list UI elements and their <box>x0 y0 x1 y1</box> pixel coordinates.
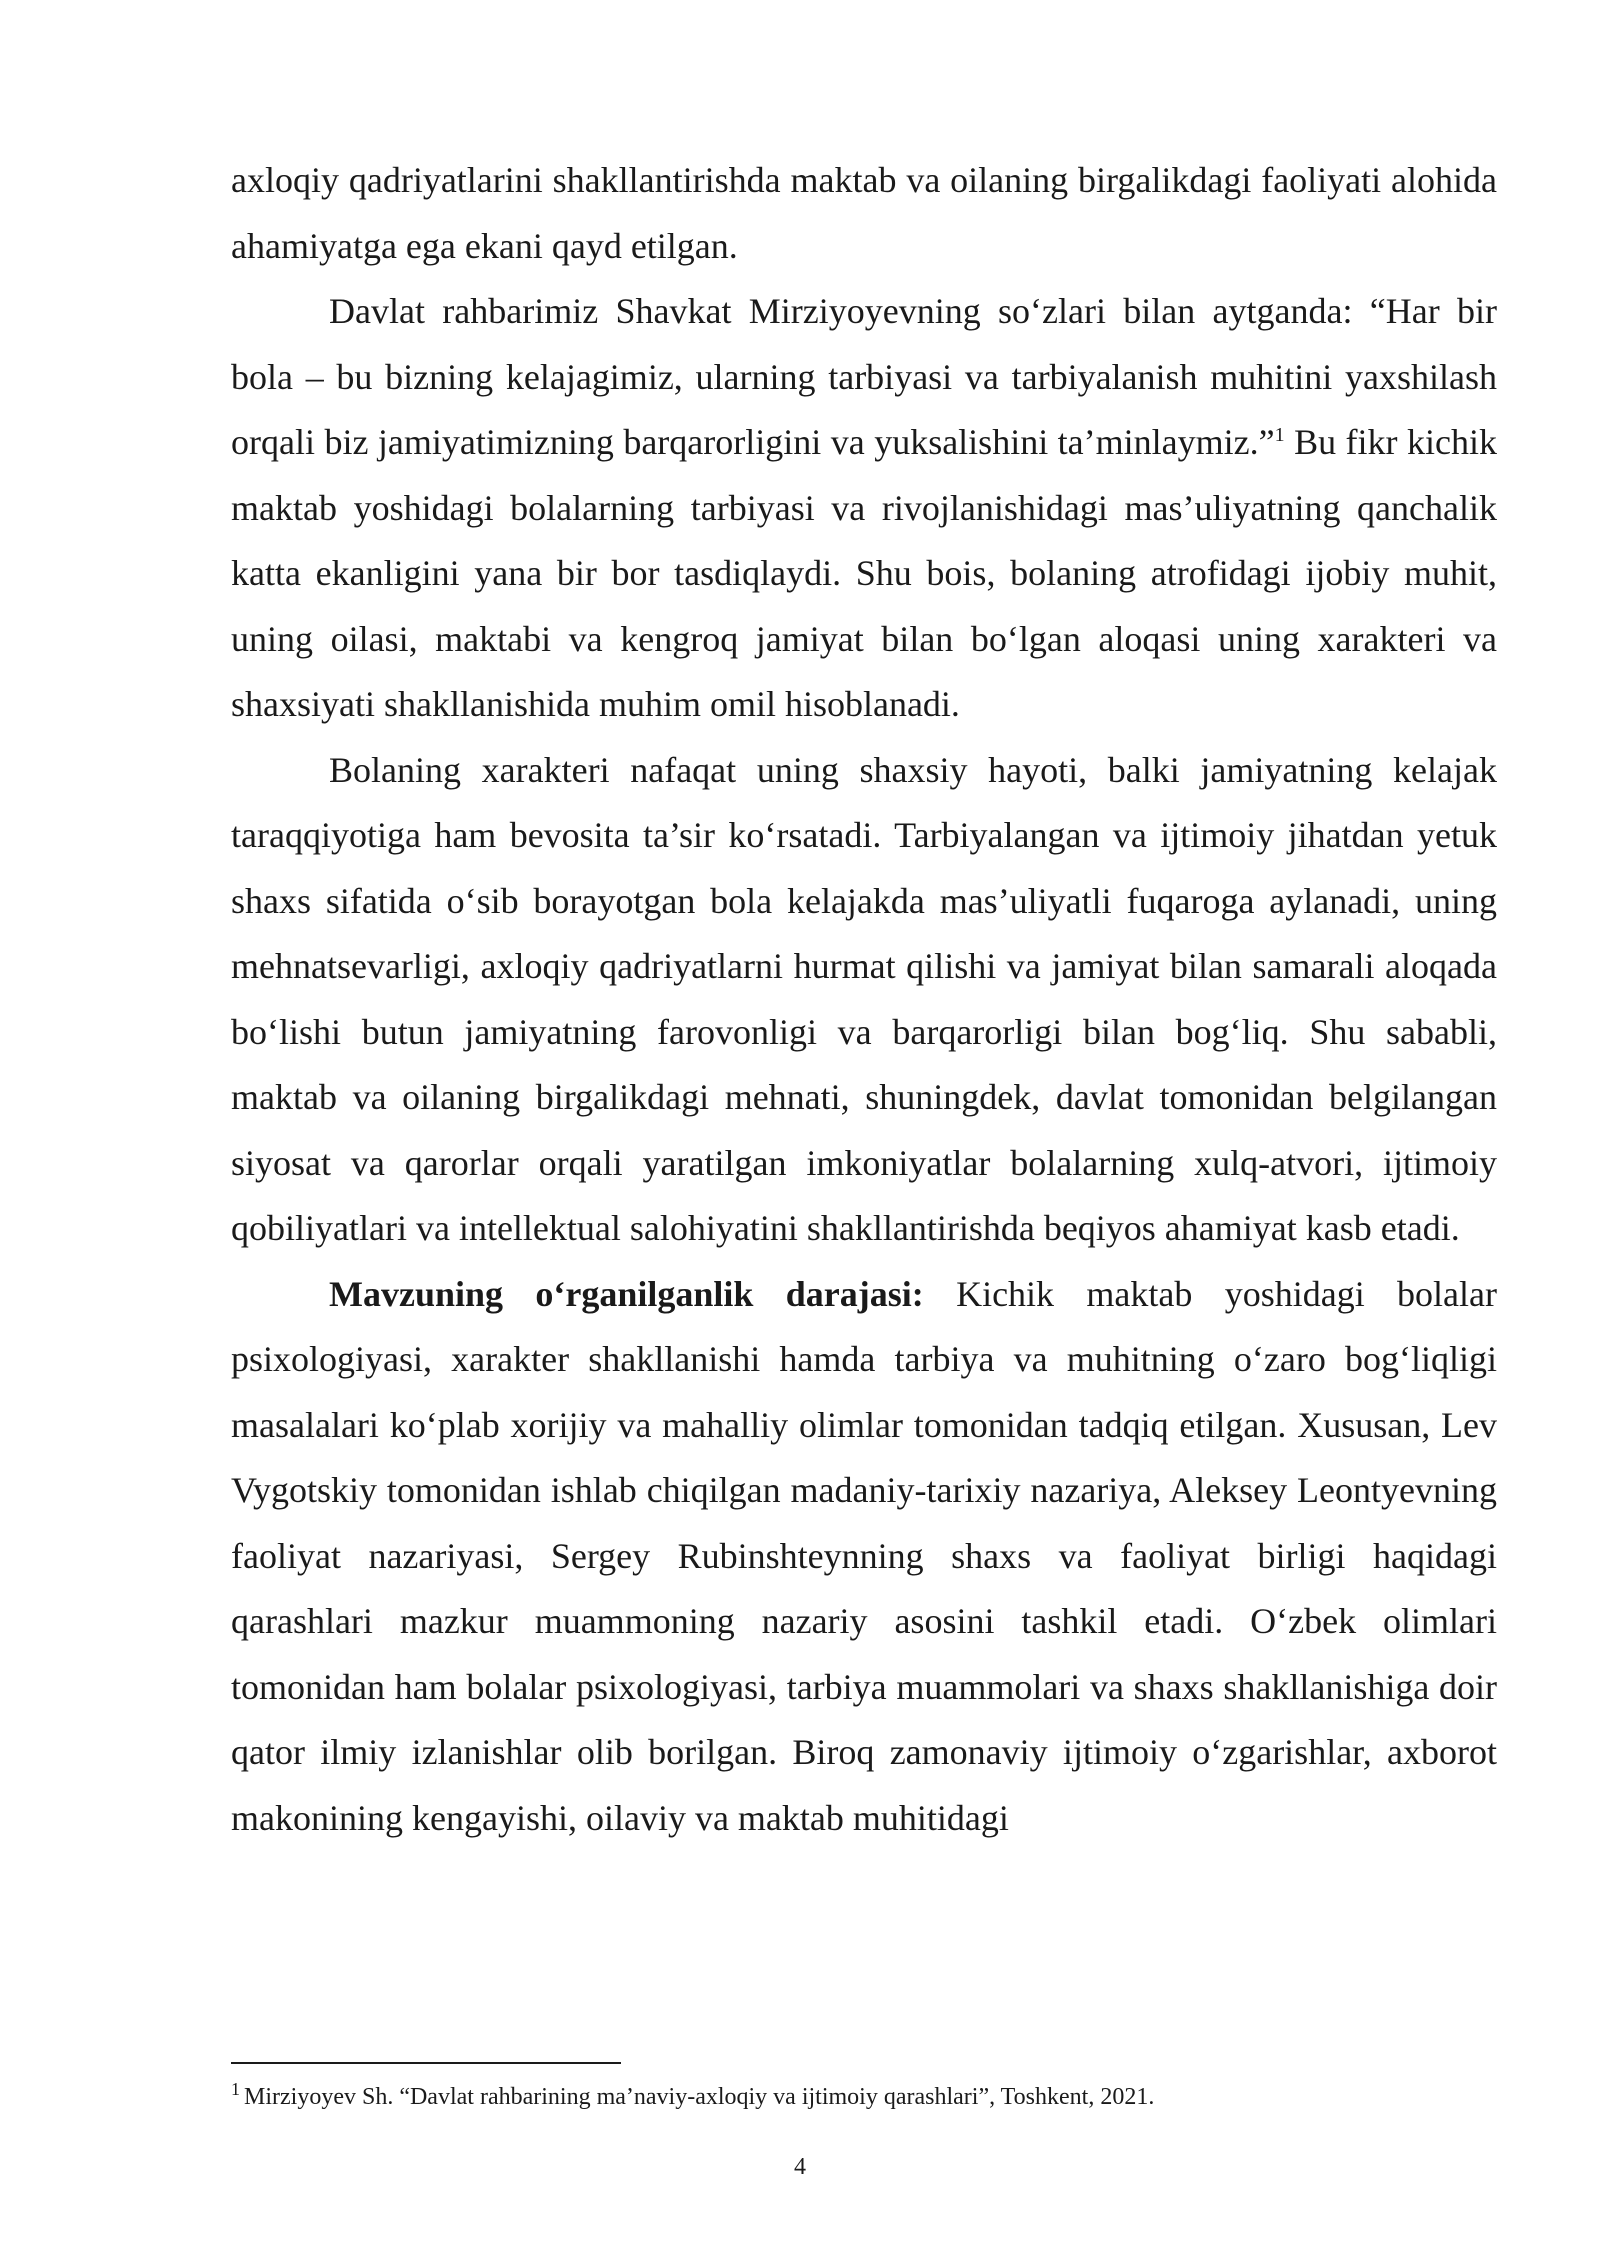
paragraph-4 <box>231 1262 1497 1852</box>
paragraph-2 <box>231 279 1497 738</box>
document-body <box>231 148 1497 1851</box>
page-number: 4 <box>794 2154 806 2180</box>
footnote-text: Mirziyoyev Sh. “Davlat rahbarining ma’naviy-axloqiy va ijtimoiy qarashlari”, Toshkent, 2021. <box>244 2084 1155 2110</box>
footnote-reference[interactable]: 1 <box>1274 424 1285 446</box>
paragraph-4-text: Kichik maktab yoshidagi bolalar psixologiyasi, xarakter shakllanishi hamda tarbiya va muhitning o‘zaro bog‘liqligi masalalari ko‘plab xorijiy va mahalliy olimlar tomonidan tadqiq etilgan. Xususan, Lev Vygotskiy tomonidan ishlab chiqilgan madaniy-tarixiy nazariya, Aleksey Leontyevning faoliyat nazariyasi, Sergey Rubinshteynning shaxs va faoliyat birligi haqidagi qarashlari mazkur muammoning nazariy asosini tashkil etadi. O‘zbek olimlari tomonidan ham bolalar psixologiyasi, tarbiya muammolari va shaxs shakllanishiga doir qator ilmiy izlanishlar olib borilgan. Biroq zamonaviy ijtimoiy o‘zgarishlar, axborot makonining kengayishi, oilaviy va maktab muhitidagi <box>231 1273 1497 1838</box>
footnote <box>231 2080 1497 2114</box>
paragraph-3: Bolaning xarakteri nafaqat uning shaxsiy hayoti, balki jamiyatning kelajak taraqqiyotiga ham bevosita ta’sir ko‘rsatadi. Tarbiyalangan va ijtimoiy jihatdan yetuk shaxs sifatida o‘sib borayotgan bola kelajakda mas’uliyatli fuqaroga aylanadi, uning mehnatsevarligi, axloqiy qadriyatlarni hurmat qilishi va jamiyat bilan samarali aloqada bo‘lishi butun jamiyatning farovonligi va barqarorligi bilan bog‘liq. Shu sababli, maktab va oilaning birgalikdagi mehnati, shuningdek, davlat tomonidan belgilangan siyosat va qarorlar orqali yaratilgan imkoniyatlar bolalarning xulq-atvori, ijtimoiy qobiliyatlari va intellektual salohiyatini shakllantirishda beqiyos ahamiyat kasb etadi. <box>231 749 1497 1248</box>
section-heading-inline: Mavzuning o‘rganilganlik darajasi: <box>329 1273 924 1314</box>
paragraph-2-text-end: Bu fikr kichik maktab yoshidagi bolalarning tarbiyasi va rivojlanishidagi mas’uliyatning qanchalik katta ekanligini yana bir bor tasdiqlaydi. Shu bois, bolaning atrofidagi ijobiy muhit, uning oilasi, maktabi va kengroq jamiyat bilan bo‘lgan aloqasi uning xarakteri va shaxsiyati shakllanishida muhim omil hisoblanadi. <box>231 422 1497 724</box>
paragraph-1: axloqiy qadriyatlarini shakllantirishda maktab va oilaning birgalikdagi faoliyati alohida ahamiyatga ega ekani qayd etilgan. <box>231 160 1497 266</box>
footnote-separator <box>231 2062 621 2064</box>
paragraph-2-text-start: Davlat rahbarimiz Shavkat Mirziyoyevning so‘zlari bilan aytganda: “Har bir bola – bu bizning kelajagimiz, ularning tarbiyasi va tarbiyalanish muhitini yaxshilash orqali biz jamiyatimizning barqarorligini va yuksalishini ta’minlaymiz.” <box>231 291 1497 462</box>
footnote-number: 1 <box>231 2079 240 2099</box>
